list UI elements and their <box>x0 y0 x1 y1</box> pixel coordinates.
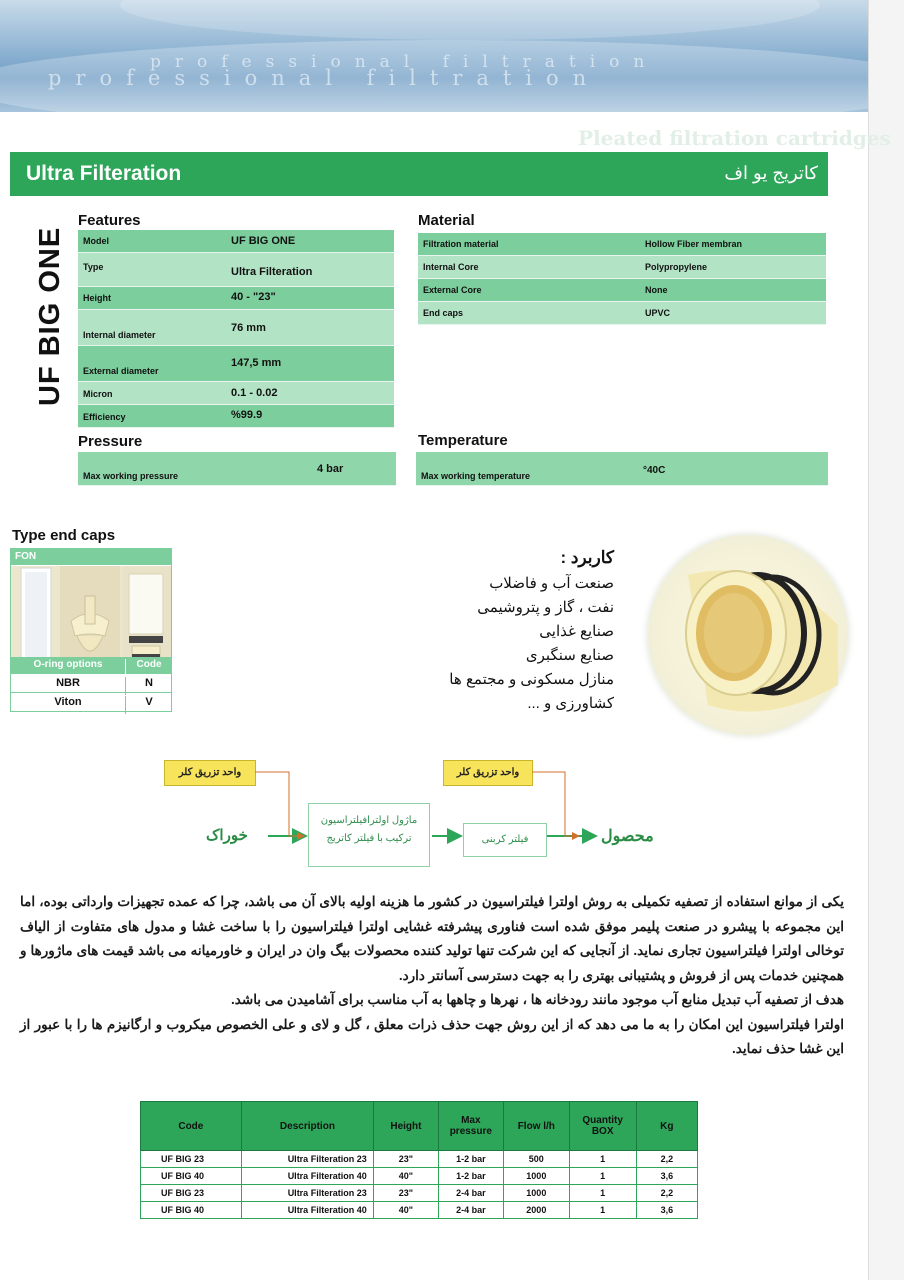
material-key: End caps <box>423 308 464 318</box>
applications-heading: کاربرد : <box>560 548 614 567</box>
list-item: صنایع سنگبری <box>525 647 614 664</box>
list-item: صنایع غذایی <box>539 623 614 640</box>
col-quantity: Quantity BOX <box>569 1102 636 1151</box>
feature-key: Efficiency <box>83 412 126 422</box>
cell-code: UF BIG 23 <box>141 1151 242 1168</box>
cell-flow: 1000 <box>503 1168 569 1185</box>
material-value: Polypropylene <box>645 262 708 272</box>
feature-key: Height <box>83 293 111 303</box>
paragraph: یکی از موانع استفاده از تصفیه تکمیلی به روش اولترا فیلتراسیون در کشور ما هزینه اولیه بالای آن می باشد، چرا که عمده تجهیزات وارداتی بوده، اما این مجموعه با پیشرو در صنعت پلیمر موفق شده است فناوری پیشرفته غشایی اولترا فیلتراسیون را با ساخت غشا و مدول های متفاوت از الیاف توخالی اولترا فیلتراسیون تجاری نماید. از آنجایی که این شرکت تنها تولید کننده محصولات بیگ وان در ایران و خاورمیانه می باشد قیمت های ماژورها و همچنین خدمات پس از فروش و پشتیبانی بهتری را به جهت دسترسی آسانتر دارد. <box>20 894 844 983</box>
end-caps-heading: Type end caps <box>12 527 116 544</box>
cell-quantity: 1 <box>569 1185 636 1202</box>
cell-flow: 1000 <box>503 1185 569 1202</box>
feature-key: Internal diameter <box>83 330 156 340</box>
cell-code: UF BIG 40 <box>141 1202 242 1219</box>
pressure-key: Max working pressure <box>83 471 179 481</box>
cell-max-pressure: 1-2 bar <box>438 1151 503 1168</box>
section-subtitle: Pleated filtration cartridges <box>578 126 891 150</box>
chlorine-unit-1: واحد تزریق کلر <box>164 760 256 786</box>
page-title-fa: کاتریج یو اف <box>724 163 818 183</box>
features-heading: Features <box>78 212 141 229</box>
uf-module-line1: ماژول اولترافیلتراسیون <box>320 815 418 826</box>
feature-value: 40 - "23" <box>231 291 276 303</box>
cell-max-pressure: 2-4 bar <box>438 1185 503 1202</box>
cell-kg: 2,2 <box>636 1151 697 1168</box>
pressure-heading: Pressure <box>78 433 143 450</box>
page-title: Ultra Filteration <box>26 162 182 185</box>
cell-description: Ultra Filteration 40 <box>241 1168 374 1185</box>
cell-kg: 3,6 <box>636 1168 697 1185</box>
col-oring-options: O-ring options <box>33 659 103 670</box>
cell-quantity: 1 <box>569 1202 636 1219</box>
material-key: Internal Core <box>423 262 479 272</box>
description-text <box>20 890 844 1062</box>
material-key: Filtration material <box>423 239 499 249</box>
banner-watermark: professional filtration <box>48 66 601 90</box>
list-item: نفت ، گاز و پتروشیمی <box>477 599 614 616</box>
cell-code: UF BIG 23 <box>141 1185 242 1202</box>
cell-max-pressure: 1-2 bar <box>438 1168 503 1185</box>
table-row <box>141 1185 698 1202</box>
paragraph: اولترا فیلتراسیون این امکان را به ما می دهد که از این روش جهت حذف ذرات معلق ، گل و لای و علی الخصوص میکروب و ارگانیزم ها را با عبور از این غشا حذف نماید. <box>20 1016 844 1056</box>
material-heading: Material <box>418 212 475 229</box>
list-item: صنعت آب و فاضلاب <box>489 575 614 592</box>
cell-kg: 3,6 <box>636 1202 697 1219</box>
col-description: Description <box>241 1102 374 1151</box>
list-item: کشاورزی و ... <box>527 695 614 712</box>
cell-height: 23" <box>374 1151 438 1168</box>
feature-value: 147,5 mm <box>231 357 282 369</box>
cell-flow: 2000 <box>503 1202 569 1219</box>
cell-code: UF BIG 40 <box>141 1168 242 1185</box>
temperature-heading: Temperature <box>418 432 508 449</box>
feature-key: Micron <box>83 389 113 399</box>
feature-value: UF BIG ONE <box>231 235 296 247</box>
cell-height: 23" <box>374 1185 438 1202</box>
oring-code: N <box>125 677 172 695</box>
feed-label: خوراک <box>206 827 248 844</box>
table-row <box>141 1168 698 1185</box>
oring-option: Viton <box>54 696 82 708</box>
table-row <box>141 1202 698 1219</box>
paragraph: هدف از تصفیه آب تبدیل منابع آب موجود مانند رودخانه ها ، نهرها و چاهها به آب مناسب برای آشامیدن می باشد. <box>231 992 844 1007</box>
temperature-value: °40C <box>643 465 666 476</box>
product-vertical-label: UF BIG ONE <box>34 226 66 406</box>
table-header-row <box>141 1102 698 1151</box>
chlorine-unit-2: واحد تزریق کلر <box>443 760 533 786</box>
pressure-value: 4 bar <box>317 463 344 475</box>
cell-description: Ultra Filteration 40 <box>241 1202 374 1219</box>
oring-option: NBR <box>56 677 80 689</box>
material-value: Hollow Fiber membran <box>645 239 743 249</box>
col-max-pressure: Max pressure <box>438 1102 503 1151</box>
material-key: External Core <box>423 285 482 295</box>
temperature-key: Max working temperature <box>421 471 531 481</box>
cell-height: 40" <box>374 1202 438 1219</box>
cell-description: Ultra Filteration 23 <box>241 1185 374 1202</box>
fon-label: FON <box>15 551 37 562</box>
col-flow: Flow l/h <box>503 1102 569 1151</box>
cell-quantity: 1 <box>569 1168 636 1185</box>
feature-value: 0.1 - 0.02 <box>231 387 278 399</box>
feature-key: Type <box>83 262 104 272</box>
cell-kg: 2,2 <box>636 1185 697 1202</box>
product-table <box>140 1101 698 1219</box>
oring-code: V <box>125 696 172 714</box>
cell-quantity: 1 <box>569 1151 636 1168</box>
list-item: منازل مسکونی و مجتمع ها <box>449 671 614 688</box>
feature-key: External diameter <box>83 366 159 376</box>
feature-key: Model <box>83 236 109 246</box>
cell-max-pressure: 2-4 bar <box>438 1202 503 1219</box>
table-row <box>141 1151 698 1168</box>
cell-height: 40" <box>374 1168 438 1185</box>
carbon-filter-box: فیلتر کربنی <box>463 823 547 857</box>
cell-description: Ultra Filteration 23 <box>241 1151 374 1168</box>
feature-value: %99.9 <box>231 409 263 421</box>
col-height: Height <box>374 1102 438 1151</box>
feature-value: Ultra Filteration <box>231 266 313 278</box>
product-label: محصول <box>601 828 654 845</box>
col-code: Code <box>125 659 172 677</box>
material-value: None <box>645 285 668 295</box>
material-value: UPVC <box>645 308 671 318</box>
banner-watermark: professional filtration <box>150 52 659 72</box>
uf-module-line2: ترکیب با فیلتر کاتریج <box>326 833 412 844</box>
col-code: Code <box>141 1102 242 1151</box>
feature-value: 76 mm <box>231 322 266 334</box>
cell-flow: 500 <box>503 1151 569 1168</box>
col-kg: Kg <box>636 1102 697 1151</box>
